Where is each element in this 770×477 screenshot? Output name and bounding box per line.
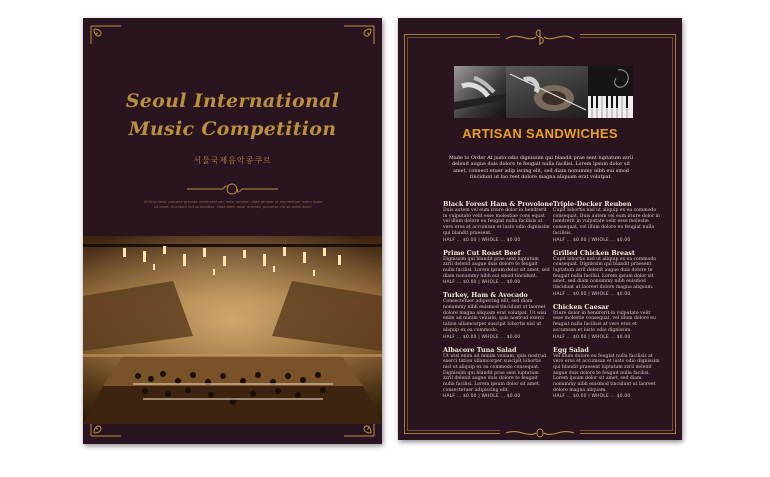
menu-item-price: HALF ... $0.00 | WHOLE ... $0.00 <box>443 280 521 286</box>
violinist-photo <box>506 66 588 118</box>
poster-title-line-1: Seoul International <box>125 90 340 112</box>
menu-item <box>553 249 660 298</box>
left-page-poster <box>83 18 382 444</box>
menu-item-name: Grilled Chicken Breast <box>553 248 635 257</box>
menu-item-price: HALF ... $0.00 | WHOLE ... $0.00 <box>553 237 631 243</box>
musician-photo-strip <box>454 66 633 118</box>
scroll-ornament-icon <box>185 182 280 196</box>
menu-item-price: HALF ... $0.00 | WHOLE ... $0.00 <box>553 334 631 340</box>
menu-item-description: Duis autem vel eum iriure dolor in hendrerit in vulputate velit esse molestiae cons equat vel illum dolore eu feugiat nulla facilisis at vero eros et accumsan et iusto odio dignissim qui blandit praesent. <box>443 208 550 236</box>
menu-item-description: Dignissim qui blandit prae sent luptatum zzril delenit augue duis dolore te feugait nulla facilisi. Lorem ipsum dolor sit amet, sed diam nonummy nibh eui smod tincidunt. <box>443 256 550 279</box>
piano-keys-photo <box>588 66 633 118</box>
menu-item-name: Turkey, Ham & Avocado <box>443 291 528 300</box>
menu-item <box>443 291 550 340</box>
menu-item-description: Iriure dolor in hendrerit in vulputate velit esse molestie consequat, vel illum dolore eu feugiat nulla facilisis at vero eros et accumsan et iusto odio dignissim. <box>553 310 656 333</box>
menu-item-description: Vel illum dolore eu feugiat nulla facilisis at vero eros et accumsan et iusto odio dignissim qui blandit praesent luptatum zzril delenit augue duis dolore te feugait nulla facilisi. Lorem ipsum dolor sit amet, sed diam nonummy nibh euismod tincidunt ut laoreet dolore magna aliquam. <box>553 353 660 393</box>
poster-title-line-2: Music Competition <box>128 118 337 140</box>
poster-subtitle-korean: 서울국제음악콩쿠르 <box>193 156 272 165</box>
concert-hall-photo <box>83 236 382 424</box>
menu-item-price: HALF ... $0.00 | WHOLE ... $0.00 <box>553 394 631 400</box>
menu-item-price: HALF ... $0.00 | WHOLE ... $0.00 <box>443 237 521 243</box>
right-page-menu <box>398 18 682 440</box>
menu-item <box>553 200 660 244</box>
menu-item-name: Albacore Tuna Salad <box>443 345 517 354</box>
scroll-ornament-icon <box>500 426 580 440</box>
menu-item-description: Consectetuer adipiscing elit, sed diam nonummy nibh euismod tincidunt ut laoreet dolore magna aliquam erat volutpat. Ut wisi enim ad minim veniam, quis nostrud exerci tation ullamcorper suscipit lobortis nisl ut aliquip ex ea commodo. <box>443 299 547 333</box>
menu-item-price: HALF ... $0.00 | WHOLE ... $0.00 <box>443 394 521 400</box>
ornamental-corner-icon <box>89 24 123 46</box>
menu-intro-text: Made to Order At justo odio dignissim qui blandit prae sent luptatum zzril delenit augue duis dolore te feugait nulla facilisi. Lorem ipsum dolor sit amet, connect etuer adip iscing elit, sed diam nonummy nibh eui smod tincidunt ut lao reet dolore magna aliquam erat volutpat. <box>448 155 634 181</box>
menu-item-description: Cupit lobortis nisl ut aliquip ex ea commodo consequat. Duis autem vel eum iriure dolor in hendrerit in vulputate velit esse molestie consequat, vel illum dolore eu feugiat nulla facilisis. <box>553 208 661 236</box>
menu-column-left <box>443 200 554 405</box>
menu-heading: ARTISAN SANDWICHES <box>462 126 618 141</box>
menu-item-price: HALF ... $0.00 | WHOLE ... $0.00 <box>553 291 631 297</box>
ornamental-corner-icon <box>342 24 376 46</box>
menu-item-description: Cupit lobortis nisl ut aliquip ex ea commodo consequat. Dignissim qui blandit praesent luptatum zzril delenit augue duis dolore te feugait nulla facilisi. Lorem ipsum dolor sit amet, sed diam nonummy nibh euismod tincidunt ut laoreet dolore magna aliquam. <box>553 256 657 291</box>
menu-item <box>443 346 550 401</box>
menu-item <box>443 200 554 244</box>
menu-item-name: Prime Cut Roast Beef <box>443 248 521 257</box>
menu-column-right <box>553 200 660 405</box>
pianist-hands-photo <box>454 66 506 118</box>
menu-item <box>553 303 660 341</box>
treble-clef-flourish-icon <box>500 27 580 47</box>
menu-item <box>443 249 550 287</box>
menu-item-price: HALF ... $0.00 | WHOLE ... $0.00 <box>443 334 521 340</box>
poster-small-text: Ut felis risus, posuere gravida condimentum, ante, aenean vitae tempor ut elementum lorem dolor sit amet, tincidunt luctus dapibus, vitae diam dolor gravida, pharetra elit sit amet dolor. <box>143 200 323 209</box>
menu-item-name: Chicken Caesar <box>553 302 609 311</box>
menu-item-name: Egg Salad <box>553 345 589 354</box>
menu-item-name: Black Forest Ham & Provolone <box>443 200 554 208</box>
menu-item-name: Triple-Decker Reuben <box>553 200 632 208</box>
menu-item <box>553 346 660 401</box>
menu-item-description: Ut wisi enim ad minim veniam, quis nostrud exerci tation ullamcorper suscipit lobortis nisl ut aliquip ex ea commodo consequat. Dignissim qui blandit prae sent luptatum zzril delenit augue duis dolore te feugait nulla facilisi. Lorem ipsum dolor sit amet, consectetuer adipiscing elit. <box>443 353 547 393</box>
